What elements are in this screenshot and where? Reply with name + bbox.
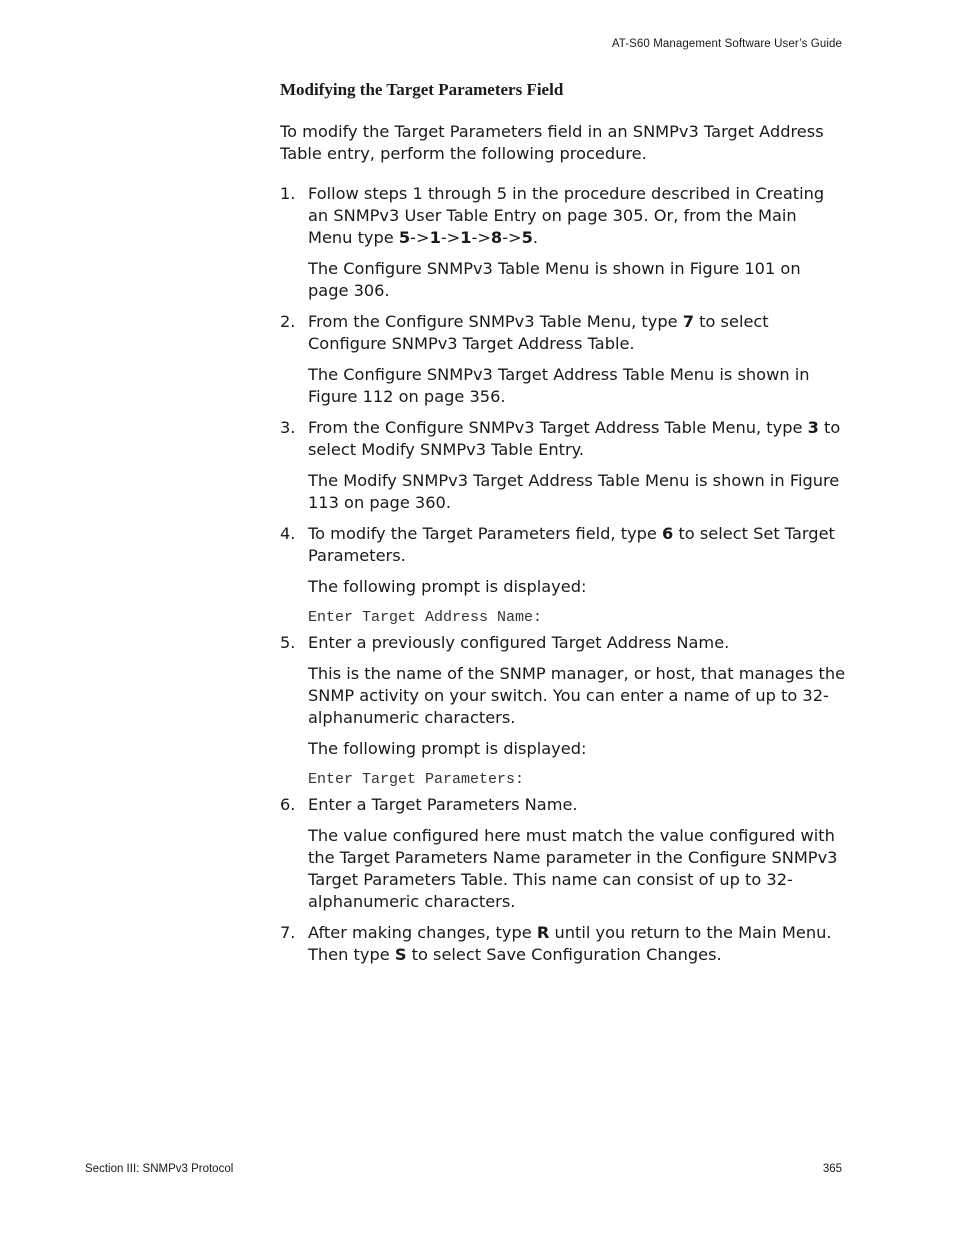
step-text: Follow steps 1 through 5 in the procedure described in Creating an SNMPv3 User Table Entry on page 305. Or, from the Main Menu type [308, 184, 825, 247]
page-number: 365 [822, 1163, 842, 1175]
menu-key: 1 [429, 228, 441, 247]
step-text: to select Modify SNMPv3 Table Entry. [308, 418, 841, 459]
section-title: Modifying the Target Parameters Field [280, 80, 564, 99]
step-text: Enter a previously configured Target Address Name. [308, 633, 730, 652]
step-number: 6. [280, 795, 296, 814]
step-text: From the Configure SNMPv3 Table Menu, type [308, 312, 683, 331]
step-number: 4. [280, 524, 296, 543]
step-number: 5. [280, 633, 296, 652]
step-text: to select Set Target Parameters. [308, 524, 835, 565]
menu-key: R [536, 923, 550, 942]
prompt-code: Enter Target Address Name: [308, 609, 543, 626]
menu-key: 3 [807, 418, 819, 437]
prompt-code: Enter Target Parameters: [308, 771, 525, 788]
step-note: The value configured here must match the value configured with the Target Parameters Name parameter in the Configure SNMPv3 Target Parameters Table. This name can consist of up to 32-alphanumeric characters. [308, 826, 838, 911]
step-text: From the Configure SNMPv3 Target Address Table Menu, type [308, 418, 808, 437]
page-content [280, 78, 846, 975]
step-text: to select Save Configuration Changes. [406, 945, 722, 964]
running-header: AT-S60 Management Software User’s Guide [611, 38, 842, 50]
step-number: 2. [280, 312, 296, 331]
sentence-end: . [532, 228, 539, 247]
step-text: until you return to the Main Menu. Then type [308, 923, 832, 964]
key-separator: -> [471, 228, 491, 247]
menu-key: 8 [490, 228, 503, 247]
step-note: The Configure SNMPv3 Target Address Table Menu is shown in Figure 112 on page 356. [308, 365, 810, 406]
step-4 [280, 523, 846, 567]
menu-key: 5 [521, 228, 533, 247]
step-number: 7. [280, 923, 296, 942]
key-separator: -> [410, 228, 430, 247]
step-text: After making changes, type [308, 923, 537, 942]
step-note: The following prompt is displayed: [308, 577, 587, 596]
step-2 [280, 311, 846, 355]
menu-key: 6 [662, 524, 674, 543]
step-number: 3. [280, 418, 296, 437]
menu-key: 7 [682, 312, 695, 331]
step-6 [280, 794, 846, 816]
intro-paragraph: To modify the Target Parameters field in an SNMPv3 Target Address Table entry, perform the following procedure. [280, 122, 824, 163]
footer-section-label: Section III: SNMPv3 Protocol [85, 1163, 234, 1175]
step-text: to select Configure SNMPv3 Target Address Table. [308, 312, 769, 353]
menu-key: 5 [398, 228, 411, 247]
step-text: Enter a Target Parameters Name. [308, 795, 578, 814]
menu-key: S [394, 945, 407, 964]
step-text: To modify the Target Parameters field, type [308, 524, 663, 543]
step-note: The Modify SNMPv3 Target Address Table Menu is shown in Figure 113 on page 360. [308, 471, 840, 512]
step-1 [280, 183, 846, 249]
step-7 [280, 922, 846, 966]
step-number: 1. [280, 184, 296, 203]
step-note: This is the name of the SNMP manager, or host, that manages the SNMP activity on your switch. You can enter a name of up to 32-alphanumeric characters. [308, 664, 846, 727]
key-separator: -> [440, 228, 461, 247]
step-note: The Configure SNMPv3 Table Menu is shown in Figure 101 on page 306. [308, 259, 801, 300]
key-separator: -> [502, 228, 522, 247]
step-note: The following prompt is displayed: [308, 739, 587, 758]
step-3 [280, 417, 846, 461]
menu-key: 1 [460, 228, 472, 247]
step-5 [280, 632, 846, 654]
